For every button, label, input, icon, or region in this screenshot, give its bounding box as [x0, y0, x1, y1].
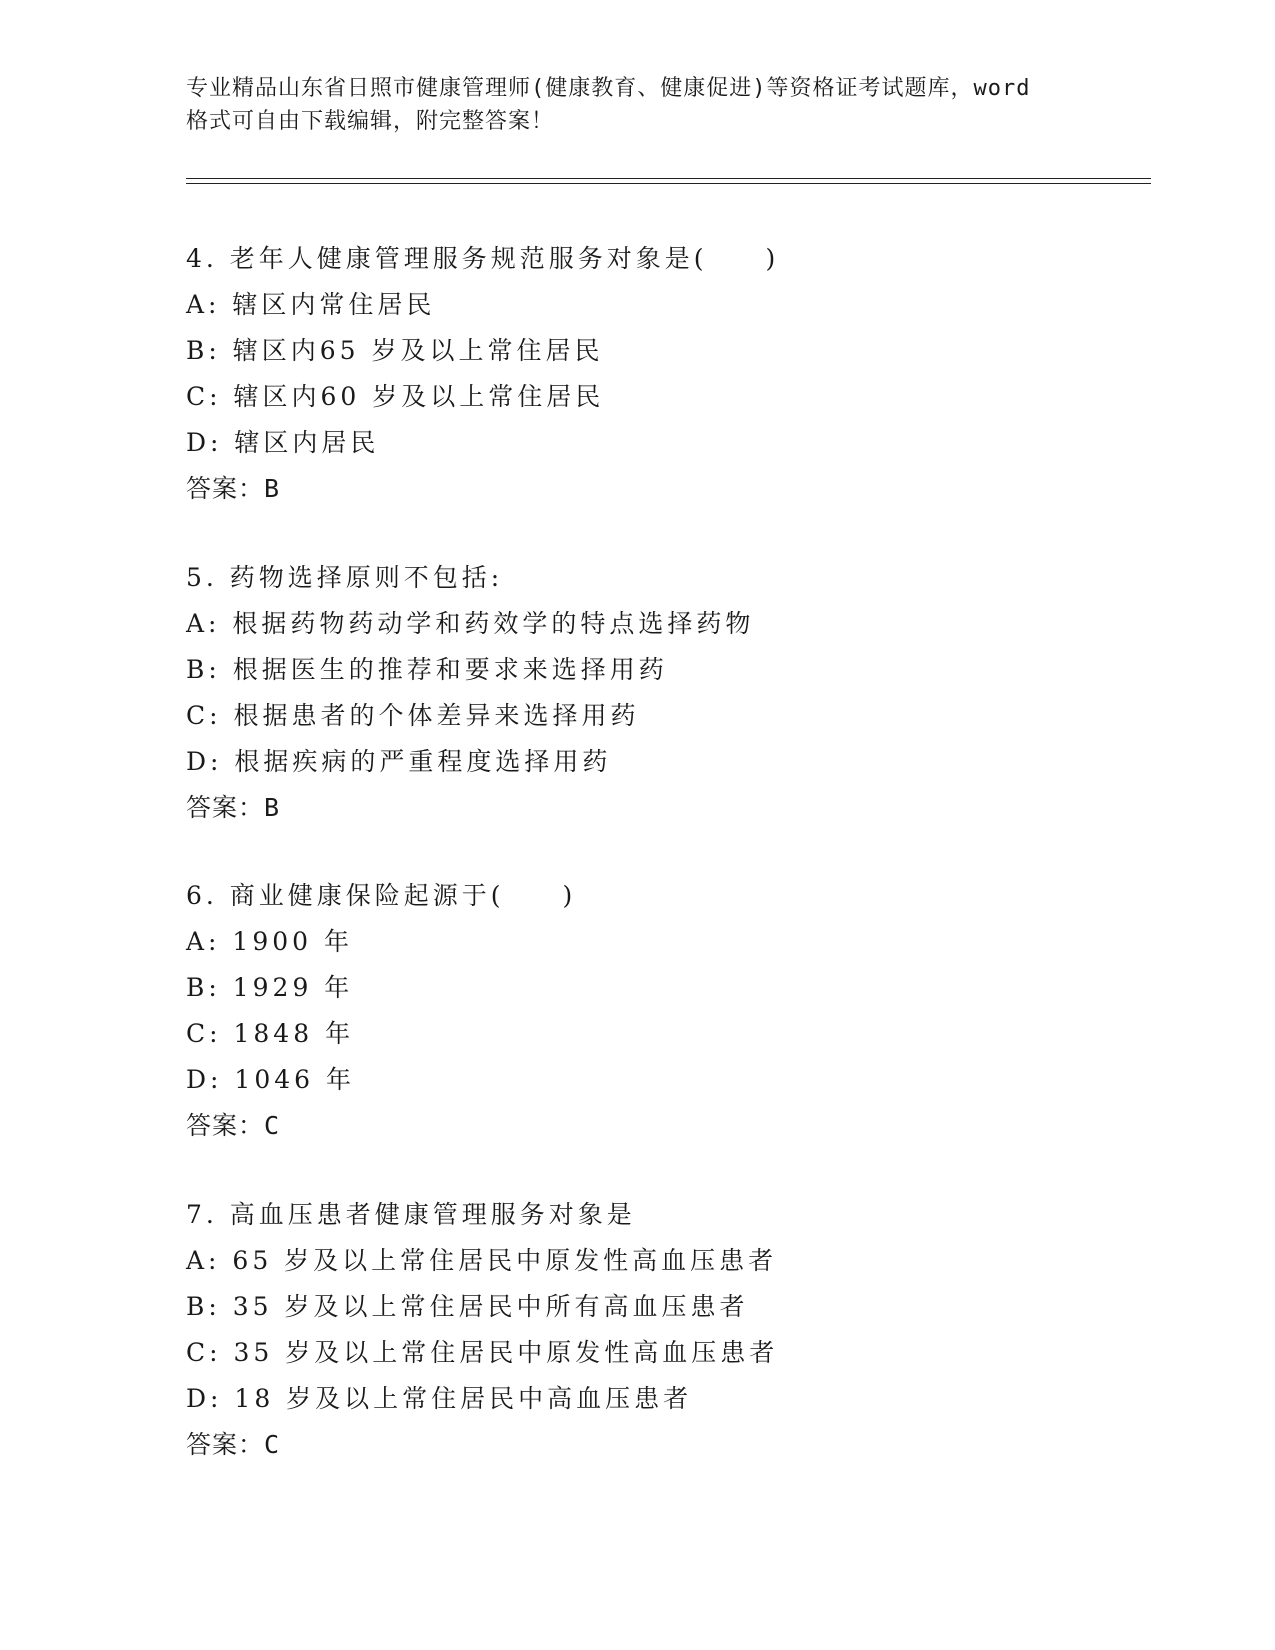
answer-value: C — [264, 1430, 281, 1459]
option-c: C: 辖区内60 岁及以上常住居民 — [186, 382, 605, 411]
document-header — [186, 72, 1086, 138]
option-d: D: 根据疾病的严重程度选择用药 — [186, 747, 612, 776]
header-divider-top — [186, 178, 1151, 179]
option-a: A: 1900 年 — [186, 927, 353, 956]
option-b: B: 35 岁及以上常住居民中所有高血压患者 — [186, 1292, 749, 1321]
answer-line — [186, 466, 1166, 512]
option-a: A: 根据药物药动学和药效学的特点选择药物 — [186, 609, 755, 638]
header-divider-bottom — [186, 183, 1151, 184]
header-line-2: 格式可自由下载编辑，附完整答案！ — [186, 109, 555, 134]
question-stem: 5. 药物选择原则不包括: — [186, 563, 504, 592]
option-c: C: 1848 年 — [186, 1019, 355, 1048]
option-a: A: 辖区内常住居民 — [186, 290, 436, 319]
option-b: B: 辖区内65 岁及以上常住居民 — [186, 336, 604, 365]
answer-label: 答案： — [186, 793, 265, 822]
answer-label: 答案： — [186, 474, 265, 503]
header-line-1: 专业精品山东省日照市健康管理师(健康教育、健康促进)等资格证考试题库，word — [186, 76, 1031, 101]
option-d: D: 辖区内居民 — [186, 428, 380, 457]
option-b: B: 1929 年 — [186, 973, 354, 1002]
option-c: C: 35 岁及以上常住居民中原发性高血压患者 — [186, 1338, 779, 1367]
option-c: C: 根据患者的个体差异来选择用药 — [186, 701, 640, 730]
option-d: D: 1046 年 — [186, 1065, 355, 1094]
question-stem: 4. 老年人健康管理服务规范服务对象是( ) — [186, 244, 780, 273]
question-7 — [186, 1192, 1166, 1468]
answer-value: B — [264, 793, 281, 822]
answer-line — [186, 1103, 1166, 1149]
answer-label: 答案： — [186, 1111, 265, 1140]
question-stem: 7. 高血压患者健康管理服务对象是 — [186, 1200, 636, 1229]
answer-line — [186, 785, 1166, 831]
question-stem: 6. 商业健康保险起源于( ) — [186, 881, 577, 910]
option-d: D: 18 岁及以上常住居民中高血压患者 — [186, 1384, 693, 1413]
question-4 — [186, 236, 1166, 512]
option-b: B: 根据医生的推荐和要求来选择用药 — [186, 655, 668, 684]
answer-value: B — [264, 474, 281, 503]
question-6 — [186, 873, 1166, 1149]
answer-line — [186, 1422, 1166, 1468]
option-a: A: 65 岁及以上常住居民中原发性高血压患者 — [186, 1246, 778, 1275]
question-5 — [186, 555, 1166, 831]
answer-value: C — [264, 1111, 281, 1140]
answer-label: 答案： — [186, 1430, 265, 1459]
